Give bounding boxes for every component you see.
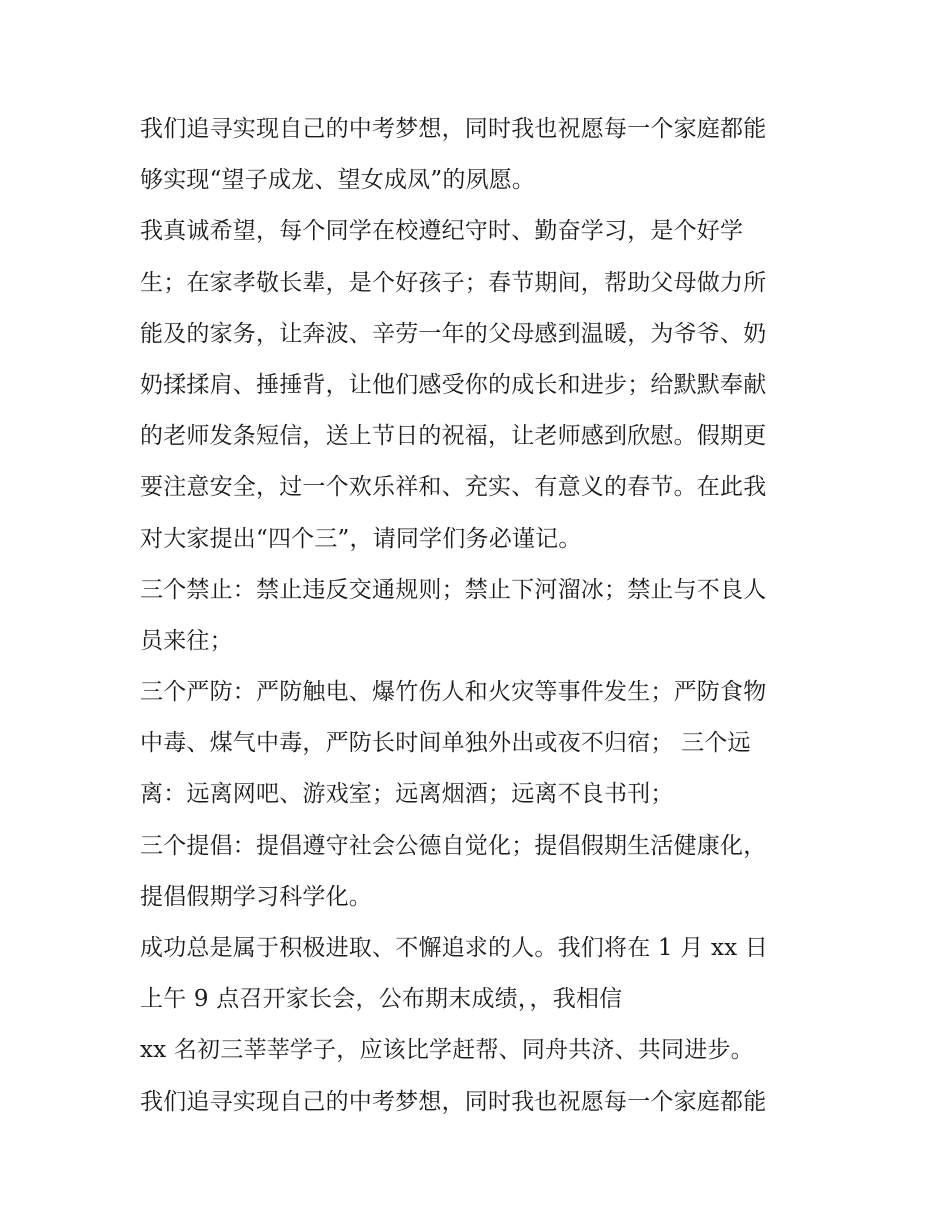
text-line: 对大家提出“四个三”，请同学们务必谨记。 [140,525,582,552]
text-line: 三个严防：严防触电、爆竹伤人和火灾等事件发生；严防食物 [140,679,767,706]
text-line: 上午 9 点召开家长会，公布期末成绩，，我相信 [140,986,623,1013]
text-line: 够实现“望子成龙、望女成凤”的夙愿。 [140,167,536,194]
text-line: 我真诚希望，每个同学在校遵纪守时、勤奋学习，是个好学 [140,218,744,245]
text-line: 我们追寻实现自己的中考梦想，同时我也祝愿每一个家庭都能 [140,116,767,142]
text-line: 离：远离网吧、游戏室；远离烟酒；远离不良书刊； [140,781,674,808]
document-body [140,104,820,1128]
text-line: 成功总是属于积极进取、不懈追求的人。我们将在 1 月 xx 日 [140,935,769,961]
text-line: 三个禁止：禁止违反交通规则；禁止下河溜冰；禁止与不良人 [140,576,767,603]
text-line: xx 名初三莘莘学子，应该比学赶帮、同舟共济、共同进步。 [140,1037,754,1064]
text-line: 中毒、煤气中毒，严防长时间单独外出或夜不归宿； 三个远 [140,730,751,757]
text-line: 三个提倡：提倡遵守社会公德自觉化；提倡假期生活健康化， [140,832,767,859]
text-line: 我们追寻实现自己的中考梦想，同时我也祝愿每一个家庭都能 [140,1088,767,1115]
text-line: 奶揉揉肩、捶捶背，让他们感受你的成长和进步；给默默奉献 [140,371,767,398]
text-line: 员来往； [140,627,233,654]
text-line: 生；在家孝敬长辈，是个好孩子；春节期间，帮助父母做力所 [140,269,767,296]
text-line: 的老师发条短信，送上节日的祝福，让老师感到欣慰。假期更 [140,423,767,450]
text-line: 提倡假期学习科学化。 [140,883,372,910]
text-line: 要注意安全，过一个欢乐祥和、充实、有意义的春节。在此我 [140,474,767,501]
text-line: 能及的家务，让奔波、辛劳一年的父母感到温暖，为爷爷、奶 [140,320,767,347]
